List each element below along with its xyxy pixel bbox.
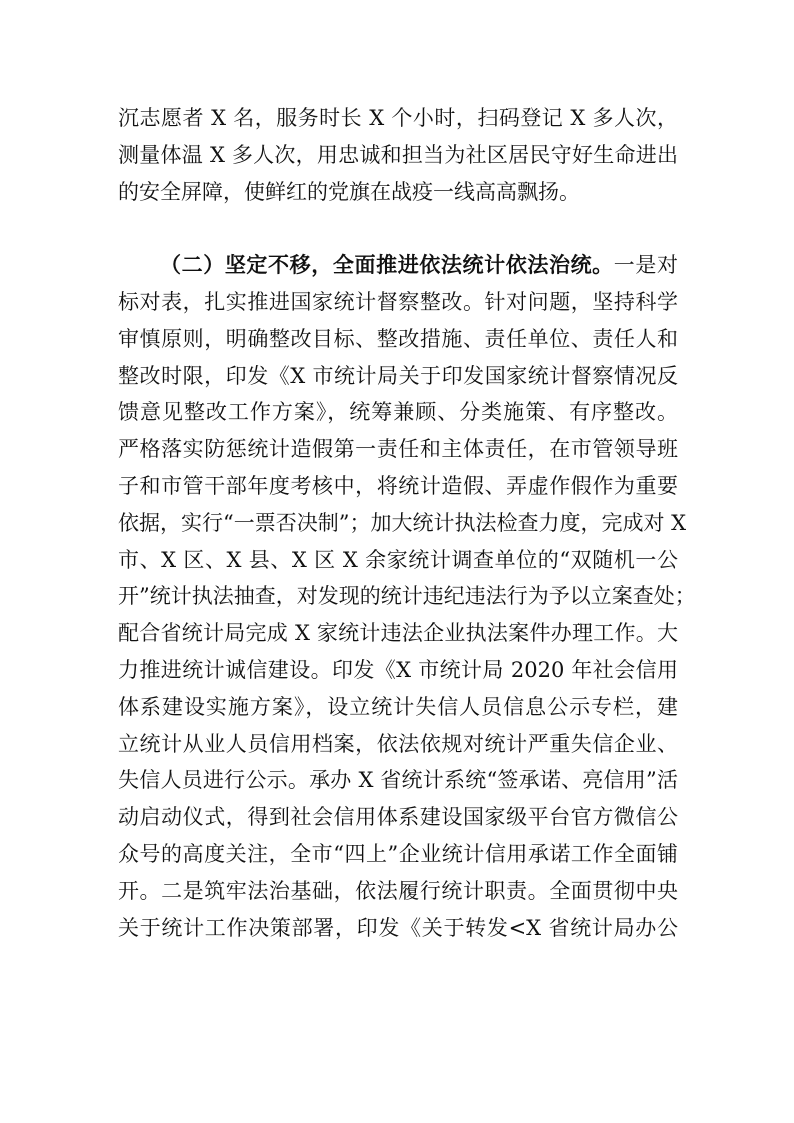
text-line: 开”统计执法抽查，对发现的统计违纪违法行为予以立案查处； — [118, 584, 696, 609]
text-line: 依据，实行“一票否决制”；加大统计执法检查力度，完成对 X — [118, 510, 687, 535]
text-line: 测量体温 X 多人次，用忠诚和担当为社区居民守好生命进出 — [118, 142, 678, 167]
text-line: 立统计从业人员信用档案，依法依规对统计严重失信企业、 — [118, 731, 678, 756]
text-line: 众号的高度关注，全市“四上”企业统计信用承诺工作全面铺 — [118, 841, 678, 866]
blank-line — [118, 210, 678, 247]
text-line: 关于统计工作决策部署，印发《关于转发<X 省统计局办公 — [118, 915, 678, 940]
text-line: 的安全屏障，使鲜红的党旗在战疫一线高高飘扬。 — [118, 179, 580, 204]
text-line: 整改时限，印发《X 市统计局关于印发国家统计督察情况反 — [118, 363, 678, 388]
section-heading-line — [118, 247, 678, 284]
text-line: 力推进统计诚信建设。印发《X 市统计局 2020 年社会信用 — [118, 657, 678, 682]
text-line: 标对表，扎实推进国家统计督察整改。针对问题，坚持科学 — [118, 289, 678, 314]
text-line: 馈意见整改工作方案》，统筹兼顾、分类施策、有序整改。 — [118, 400, 678, 425]
text-line: 配合省统计局完成 X 家统计违法企业执法案件办理工作。大 — [118, 621, 678, 646]
text-line: 严格落实防惩统计造假第一责任和主体责任，在市管领导班 — [118, 437, 678, 462]
section-heading: （二）坚定不移，全面推进依法统计依法治统。 — [160, 252, 614, 278]
text-line: 沉志愿者 X 名，服务时长 X 个小时，扫码登记 X 多人次， — [118, 106, 678, 130]
text-line: 审慎原则，明确整改目标、整改措施、责任单位、责任人和 — [118, 326, 678, 351]
text-line: 市、X 区、X 县、X 区 X 余家统计调查单位的“双随机一公 — [118, 547, 678, 572]
section-heading-tail: 一是对 — [613, 253, 678, 278]
text-line: 失信人员进行公示。承办 X 省统计系统“签承诺、亮信用”活 — [118, 768, 678, 793]
text-line: 动启动仪式，得到社会信用体系建设国家级平台官方微信公 — [118, 805, 678, 830]
text-line: 体系建设实施方案》，设立统计失信人员信息公示专栏，建 — [118, 694, 678, 719]
text-line: 子和市管干部年度考核中，将统计造假、弄虚作假作为重要 — [118, 473, 678, 498]
text-line: 开。二是筑牢法治基础，依法履行统计职责。全面贯彻中央 — [118, 878, 678, 903]
body-text — [118, 100, 696, 946]
